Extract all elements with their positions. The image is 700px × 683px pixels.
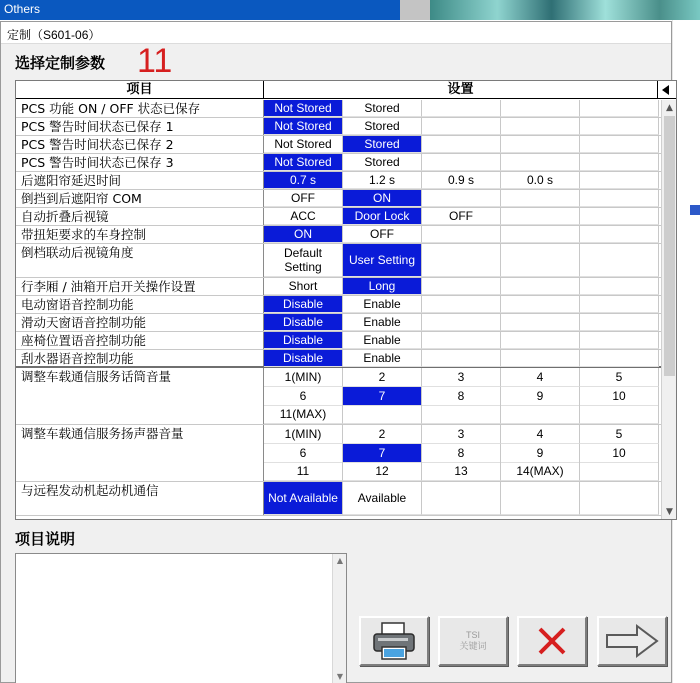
option-cell bbox=[501, 154, 580, 171]
option-cell[interactable]: ACC bbox=[264, 208, 343, 225]
option-cell bbox=[501, 278, 580, 295]
option-cell bbox=[501, 482, 580, 515]
option-cell bbox=[501, 405, 580, 424]
option-cell[interactable]: 11(MAX) bbox=[264, 405, 343, 424]
option-cell bbox=[501, 314, 580, 331]
description-scrollbar[interactable] bbox=[332, 554, 346, 683]
option-cell bbox=[580, 190, 659, 207]
option-cell bbox=[501, 350, 580, 367]
row-label: 倒挡到后遮阳帘 COM bbox=[16, 190, 264, 207]
table-header bbox=[16, 81, 676, 99]
row-label: 刮水器语音控制功能 bbox=[16, 350, 264, 366]
option-cell[interactable]: Not Stored bbox=[264, 136, 343, 153]
option-cell bbox=[501, 296, 580, 313]
scroll-down-icon[interactable]: ▼ bbox=[336, 672, 344, 681]
option-cell[interactable]: Enable bbox=[343, 296, 422, 313]
option-cell bbox=[580, 154, 659, 171]
row-label: 调整车载通信服务话筒音量 bbox=[16, 368, 264, 424]
option-cell[interactable]: 3 bbox=[422, 425, 501, 444]
option-cell[interactable]: Short bbox=[264, 278, 343, 295]
option-cell bbox=[501, 332, 580, 349]
table-body bbox=[16, 100, 661, 516]
arrow-right-icon bbox=[605, 624, 659, 658]
option-cell[interactable]: Not Stored bbox=[264, 100, 343, 117]
annotation-number: 11 bbox=[137, 42, 173, 80]
table-row bbox=[16, 136, 661, 154]
option-cell bbox=[422, 100, 501, 117]
row-label: PCS 警告时间状态已保存 1 bbox=[16, 118, 264, 135]
table-row bbox=[16, 482, 661, 516]
tsi-keyword-button[interactable] bbox=[438, 616, 508, 666]
option-cell[interactable]: Disable bbox=[264, 296, 343, 313]
option-cell bbox=[580, 100, 659, 117]
option-cell[interactable]: Not Stored bbox=[264, 154, 343, 171]
option-cell[interactable]: 10 bbox=[580, 387, 659, 406]
option-cell[interactable]: 0.0 s bbox=[501, 172, 580, 189]
settings-table bbox=[15, 80, 677, 520]
option-cell bbox=[501, 208, 580, 225]
printer-icon bbox=[370, 621, 418, 661]
customize-dialog bbox=[0, 21, 672, 683]
table-row bbox=[16, 350, 661, 368]
scrollbar-thumb[interactable] bbox=[664, 116, 675, 376]
option-cell bbox=[580, 208, 659, 225]
print-button[interactable] bbox=[359, 616, 429, 666]
option-cell[interactable]: 2 bbox=[343, 425, 422, 444]
option-cell bbox=[501, 190, 580, 207]
page-heading: 选择定制参数 bbox=[15, 54, 106, 72]
option-cell bbox=[422, 154, 501, 171]
option-cell[interactable]: 5 bbox=[580, 425, 659, 444]
close-icon bbox=[534, 623, 570, 659]
option-cell bbox=[501, 118, 580, 135]
option-cell bbox=[422, 296, 501, 313]
option-cell[interactable]: 9 bbox=[501, 444, 580, 463]
option-cell[interactable]: 0.7 s bbox=[264, 172, 343, 189]
option-cell[interactable]: 0.9 s bbox=[422, 172, 501, 189]
option-cell[interactable]: OFF bbox=[422, 208, 501, 225]
background-photo bbox=[430, 0, 700, 20]
option-cell bbox=[580, 462, 659, 481]
option-cell bbox=[343, 405, 422, 424]
option-cell[interactable]: 2 bbox=[343, 368, 422, 387]
option-cell[interactable]: OFF bbox=[264, 190, 343, 207]
option-cell[interactable]: Enable bbox=[343, 350, 422, 367]
option-cell bbox=[580, 172, 659, 189]
option-cell[interactable]: Stored bbox=[343, 118, 422, 135]
option-cell[interactable]: 6 bbox=[264, 444, 343, 463]
row-label: 与远程发动机起动机通信 bbox=[16, 482, 264, 515]
row-label: 滑动天窗语音控制功能 bbox=[16, 314, 264, 331]
option-cell[interactable]: 12 bbox=[343, 462, 422, 481]
option-cell bbox=[422, 136, 501, 153]
option-cell[interactable]: 3 bbox=[422, 368, 501, 387]
option-cell bbox=[501, 226, 580, 243]
option-cell[interactable]: ON bbox=[264, 226, 343, 243]
option-cell[interactable]: 8 bbox=[422, 444, 501, 463]
table-row bbox=[16, 278, 661, 296]
row-label: 带扭矩要求的车身控制 bbox=[16, 226, 264, 243]
table-row bbox=[16, 208, 661, 226]
option-cell bbox=[422, 118, 501, 135]
table-row bbox=[16, 226, 661, 244]
table-scrollbar[interactable] bbox=[661, 100, 676, 520]
header-item: 项目 bbox=[16, 81, 264, 99]
table-row bbox=[16, 314, 661, 332]
option-cell[interactable]: Stored bbox=[343, 136, 422, 153]
option-cell bbox=[580, 405, 659, 424]
scroll-left-arrow-icon[interactable] bbox=[662, 85, 669, 95]
description-box bbox=[15, 553, 347, 683]
table-row bbox=[16, 190, 661, 208]
option-cell[interactable]: 8 bbox=[422, 387, 501, 406]
option-cell[interactable]: 4 bbox=[501, 425, 580, 444]
option-cell[interactable]: Stored bbox=[343, 100, 422, 117]
dialog-title: 定制（S601-06） bbox=[1, 22, 671, 44]
option-cell[interactable]: Disable bbox=[264, 332, 343, 349]
option-cell bbox=[422, 482, 501, 515]
option-cell bbox=[580, 226, 659, 243]
option-cell bbox=[501, 100, 580, 117]
option-cell bbox=[422, 278, 501, 295]
option-cell[interactable]: 6 bbox=[264, 387, 343, 406]
background-window-titlebar bbox=[0, 0, 400, 20]
option-cell[interactable]: Door Lock bbox=[343, 208, 422, 225]
option-cell bbox=[501, 136, 580, 153]
background-window-title: Others bbox=[4, 2, 41, 16]
option-cell[interactable]: 1.2 s bbox=[343, 172, 422, 189]
option-cell[interactable]: Not Available bbox=[264, 482, 343, 515]
tsi-label-line1: TSI bbox=[465, 630, 480, 640]
option-cell[interactable]: Disable bbox=[264, 350, 343, 367]
scroll-down-icon[interactable]: ▼ bbox=[666, 507, 673, 517]
row-label: 座椅位置语音控制功能 bbox=[16, 332, 264, 349]
option-cell[interactable]: 11 bbox=[264, 462, 343, 481]
row-label: 行李厢 / 油箱开启开关操作设置 bbox=[16, 278, 264, 295]
option-cell bbox=[580, 482, 659, 515]
cancel-button[interactable] bbox=[517, 616, 587, 666]
option-cell[interactable]: Enable bbox=[343, 332, 422, 349]
table-row bbox=[16, 154, 661, 172]
option-cell bbox=[422, 244, 501, 277]
description-text bbox=[16, 554, 346, 562]
option-cell[interactable]: 1(MIN) bbox=[264, 368, 343, 387]
option-cell[interactable]: 14(MAX) bbox=[501, 462, 580, 481]
row-label: 倒档联动后视镜角度 bbox=[16, 244, 264, 277]
scroll-up-icon[interactable]: ▲ bbox=[666, 103, 673, 113]
description-label: 项目说明 bbox=[15, 530, 76, 548]
option-cell[interactable]: 13 bbox=[422, 462, 501, 481]
option-cell bbox=[422, 314, 501, 331]
option-cell[interactable]: 7 bbox=[343, 387, 422, 406]
option-cell[interactable]: Enable bbox=[343, 314, 422, 331]
option-cell bbox=[422, 190, 501, 207]
table-row bbox=[16, 118, 661, 136]
option-cell bbox=[422, 405, 501, 424]
row-label: PCS 警告时间状态已保存 3 bbox=[16, 154, 264, 171]
option-cell bbox=[580, 278, 659, 295]
row-label: PCS 功能 ON / OFF 状态已保存 bbox=[16, 100, 264, 117]
option-cell[interactable]: Available bbox=[343, 482, 422, 515]
row-label: 调整车载通信服务扬声器音量 bbox=[16, 425, 264, 481]
option-cell[interactable]: 1(MIN) bbox=[264, 425, 343, 444]
table-row bbox=[16, 244, 661, 278]
option-cell[interactable]: Stored bbox=[343, 154, 422, 171]
option-cell bbox=[422, 332, 501, 349]
option-cell bbox=[501, 244, 580, 277]
option-cell bbox=[580, 332, 659, 349]
option-cell[interactable]: 10 bbox=[580, 444, 659, 463]
option-cell[interactable]: 9 bbox=[501, 387, 580, 406]
row-label: 后遮阳帘延迟时间 bbox=[16, 172, 264, 189]
option-cell[interactable]: Not Stored bbox=[264, 118, 343, 135]
row-label: 电动窗语音控制功能 bbox=[16, 296, 264, 313]
table-row bbox=[16, 332, 661, 350]
option-cell[interactable]: Default Setting bbox=[264, 244, 343, 277]
right-blue-marker bbox=[690, 205, 700, 215]
option-cell[interactable]: 5 bbox=[580, 368, 659, 387]
option-cell[interactable]: ON bbox=[343, 190, 422, 207]
table-row bbox=[16, 425, 661, 482]
table-row bbox=[16, 368, 661, 425]
option-cell bbox=[580, 136, 659, 153]
table-row bbox=[16, 100, 661, 118]
option-cell[interactable]: 4 bbox=[501, 368, 580, 387]
scroll-up-icon[interactable]: ▲ bbox=[336, 556, 344, 565]
option-cell[interactable]: User Setting bbox=[343, 244, 422, 277]
option-cell[interactable]: 7 bbox=[343, 444, 422, 463]
row-label: 自动折叠后视镜 bbox=[16, 208, 264, 225]
next-button[interactable] bbox=[597, 616, 667, 666]
option-cell[interactable]: OFF bbox=[343, 226, 422, 243]
option-cell bbox=[580, 244, 659, 277]
table-row bbox=[16, 172, 661, 190]
table-row bbox=[16, 296, 661, 314]
option-cell bbox=[422, 350, 501, 367]
header-setting: 设置 bbox=[264, 81, 658, 99]
option-cell[interactable]: Long bbox=[343, 278, 422, 295]
tsi-label-line2: 关键词 bbox=[459, 641, 487, 651]
option-cell[interactable]: Disable bbox=[264, 314, 343, 331]
row-label: PCS 警告时间状态已保存 2 bbox=[16, 136, 264, 153]
option-cell bbox=[422, 226, 501, 243]
option-cell bbox=[580, 350, 659, 367]
option-cell bbox=[580, 118, 659, 135]
option-cell bbox=[580, 296, 659, 313]
option-cell bbox=[580, 314, 659, 331]
